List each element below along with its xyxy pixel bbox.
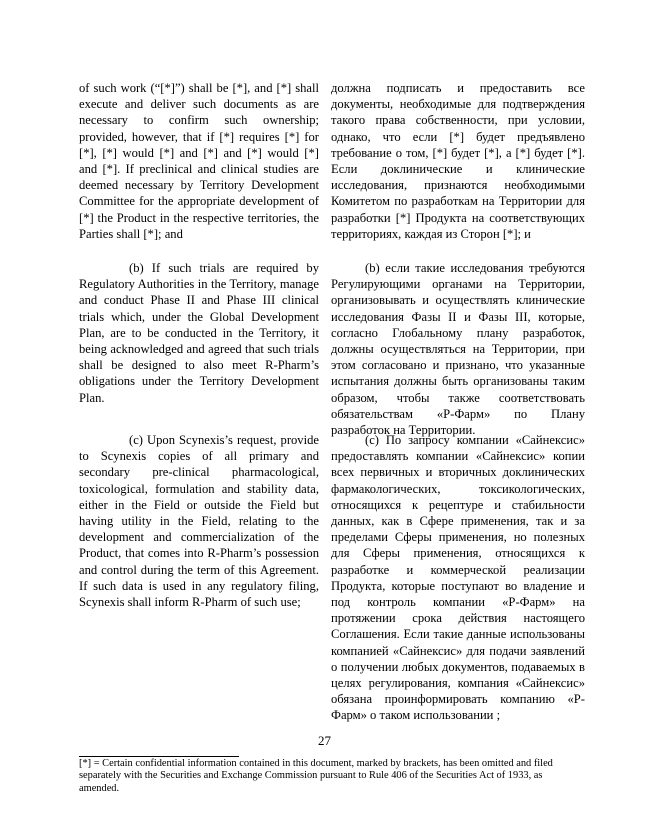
russian-paragraph-a-continuation: должна подписать и предоставить все документы, необходимые для подтверждения такого права собственности, при условии, однако, что если [*] будет предъявлено требование о том, [*] будет [*], а [*] будет [*]. Если доклинические и клинические исследования, признаются необходимыми Комитетом по разработкам на Территории для разработки [*] Продукта на соответствующих территориях, каждая из Сторон [*]; и <box>331 81 585 241</box>
english-paragraph-c: (c) Upon Scynexis’s request, provide to Scynexis copies of all primary and secondary pre-clinical pharmacological, toxicological, formulation and stability data, either in the Field or outside the Field but having utility in the Field, relating to the development and commercialization of the Product, that comes into R-Pharm’s possession and control during the term of this Agreement. If such data is used in any regulatory filing, Scynexis shall inform R-Pharm of such use; <box>79 433 319 610</box>
page-number: 27 <box>318 733 331 748</box>
confidentiality-footnote: [*] = Certain confidential information contained in this document, marked by brackets, has been omitted and filed separately with the Securities and Exchange Commission pursuant to Rule 406 of the Securities Act of 1933, as amended. <box>79 758 553 794</box>
russian-paragraph-c: (c) По запросу компании «Сайнексис» предоставлять компании «Сайнексис» копии всех первичных и вторичных доклинических фармакологических, токсикологических, относящихся к рецептуре и стабильности данных, как в Сфере применения, так и за пределами Сферы применения, но полезных для Сферы применения, относящихся к разработке и коммерческой реализации Продукта, которые поступают во владение и под контроль компании «Р-Фарм» на протяжении срока действия настоящего Соглашения. Если такие данные использованы компанией «Сайнексис» для подачи заявлений о получении любых документов, подаваемых в целях регулирования, компания «Сайнексис» обязана проинформировать компанию «Р-Фарм» о таком использовании ; <box>331 433 585 723</box>
english-paragraph-a-continuation: of such work (“[*]”) shall be [*], and [*] shall execute and deliver such documents as are necessary to confirm such ownership; provided, however, that if [*] requires [*] for [*], [*] would [*] and [*] and [*] would [*] and [*]. If preclinical and clinical studies are deemed necessary by Territory Development Committee for the appropriate development of [*] the Product in the respective territories, the Parties shall [*]; and <box>79 81 319 241</box>
footnote-divider <box>79 756 239 757</box>
english-paragraph-b: (b) If such trials are required by Regulatory Authorities in the Territory, manage and conduct Phase II and Phase III clinical trials which, under the Global Development Plan, are to be conducted in the Territory, it being acknowledged and agreed that such trials shall be designed to also meet R-Pharm’s obligations under the Territory Development Plan. <box>79 261 319 405</box>
russian-paragraph-b: (b) если такие исследования требуются Регулирующими органами на Территории, организовывать и осуществлять клинические исследования Фазы II и Фазы III, которые, согласно Глобальному плану разработок, должны осуществляться на Территории, при этом согласовано и признано, что указанные испытания должны быть организованы таким образом, чтобы также соответствовать обязательствам «Р-Фарм» по Плану разработок на Территории. <box>331 261 585 438</box>
